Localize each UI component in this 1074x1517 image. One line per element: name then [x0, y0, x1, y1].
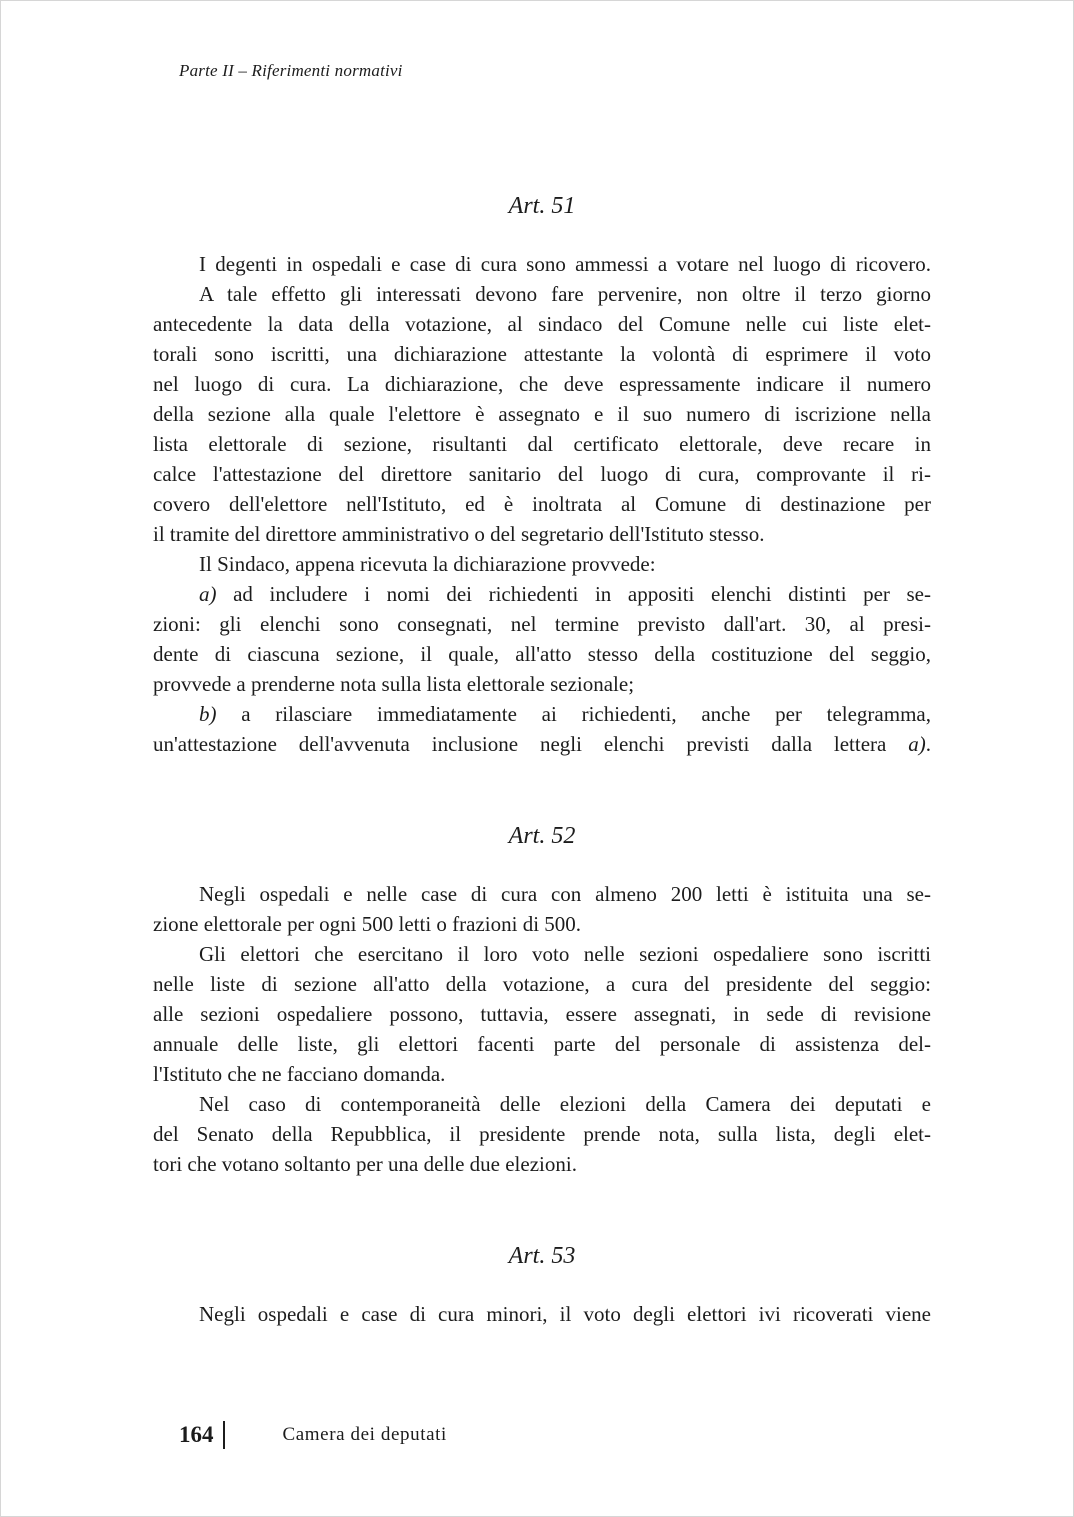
text-line: zioni: gli elenchi sono consegnati, nel termine previsto dall'art. 30, al presi- [153, 612, 931, 636]
article-title: Art. 52 [508, 823, 576, 849]
text-line: nelle liste di sezione all'atto della votazione, a cura del presidente del seggio: [153, 972, 931, 996]
text-line: zione elettorale per ogni 500 letti o frazioni di 500. [153, 912, 582, 936]
article-title: Art. 53 [508, 1243, 576, 1269]
text-line: annuale delle liste, gli elettori facenti parte del personale di assistenza del- [153, 1032, 931, 1056]
text-line: covero dell'elettore nell'Istituto, ed è inoltrata al Comune di destinazione per [153, 492, 931, 516]
text-line: Nel caso di contemporaneità delle elezioni della Camera dei deputati e [199, 1092, 931, 1116]
paragraph [153, 939, 931, 1089]
text-line: lista elettorale di sezione, risultanti dal certificato elettorale, deve recare in [153, 432, 931, 456]
paragraph [153, 249, 931, 279]
text-line: dente di ciascuna sezione, il quale, all'atto stesso della costituzione del seggio, [153, 642, 931, 666]
text-line: del Senato della Repubblica, il presidente prende nota, sulla lista, degli elet- [153, 1122, 931, 1146]
text-line: provvede a prenderne nota sulla lista elettorale sezionale; [153, 672, 635, 696]
text-line: b) a rilasciare immediatamente ai richiedenti, anche per telegramma, [199, 702, 931, 726]
text-line: Il Sindaco, appena ricevuta la dichiarazione provvede: [199, 552, 656, 576]
article [153, 1241, 931, 1329]
text-line: antecedente la data della votazione, al sindaco del Comune nelle cui liste elet- [153, 312, 931, 336]
text-line: torali sono iscritti, una dichiarazione attestante la volontà di esprimere il voto [153, 342, 931, 366]
paragraph [153, 1299, 931, 1329]
footer-divider-bar [223, 1421, 225, 1449]
paragraph [153, 1089, 931, 1179]
text-line: I degenti in ospedali e case di cura sono ammessi a votare nel luogo di ricovero. [199, 252, 931, 276]
paragraph [153, 579, 931, 699]
article [153, 821, 931, 1179]
text-line: Negli ospedali e nelle case di cura con almeno 200 letti è istituita una se- [199, 882, 931, 906]
text-line: un'attestazione dell'avvenuta inclusione negli elenchi previsti dalla lettera a). [153, 732, 931, 756]
paragraph [153, 279, 931, 549]
text-line: alle sezioni ospedaliere possono, tuttavia, essere assegnati, in sede di revisione [153, 1002, 931, 1026]
footer-section-title: Camera dei deputati [282, 1424, 447, 1445]
text-line: il tramite del direttore amministrativo o del segretario dell'Istituto stesso. [153, 522, 765, 546]
page-footer [179, 1419, 447, 1451]
text-line: della sezione alla quale l'elettore è assegnato e il suo numero di iscrizione nella [153, 402, 931, 426]
paragraph [153, 549, 931, 579]
text-line: a) ad includere i nomi dei richiedenti in appositi elenchi distinti per se- [199, 582, 931, 606]
articles-container [153, 191, 931, 1329]
text-line: l'Istituto che ne facciano domanda. [153, 1062, 446, 1086]
text-line: Negli ospedali e case di cura minori, il voto degli elettori ivi ricoverati viene [199, 1302, 931, 1326]
text-line: Gli elettori che esercitano il loro voto nelle sezioni ospedaliere sono iscritti [199, 942, 931, 966]
paragraph [153, 879, 931, 939]
page-number: 164 [179, 1422, 214, 1447]
paragraph [153, 699, 931, 759]
text-line: nel luogo di cura. La dichiarazione, che deve espressamente indicare il numero [153, 372, 931, 396]
text-line: A tale effetto gli interessati devono fare pervenire, non oltre il terzo giorno [199, 282, 931, 306]
article-title: Art. 51 [508, 193, 576, 219]
text-line: tori che votano soltanto per una delle due elezioni. [153, 1152, 577, 1176]
page-content [153, 1, 931, 1329]
running-header: Parte II – Riferimenti normativi [179, 61, 403, 80]
text-line: calce l'attestazione del direttore sanitario del luogo di cura, comprovante il ri- [153, 462, 931, 486]
article [153, 191, 931, 759]
